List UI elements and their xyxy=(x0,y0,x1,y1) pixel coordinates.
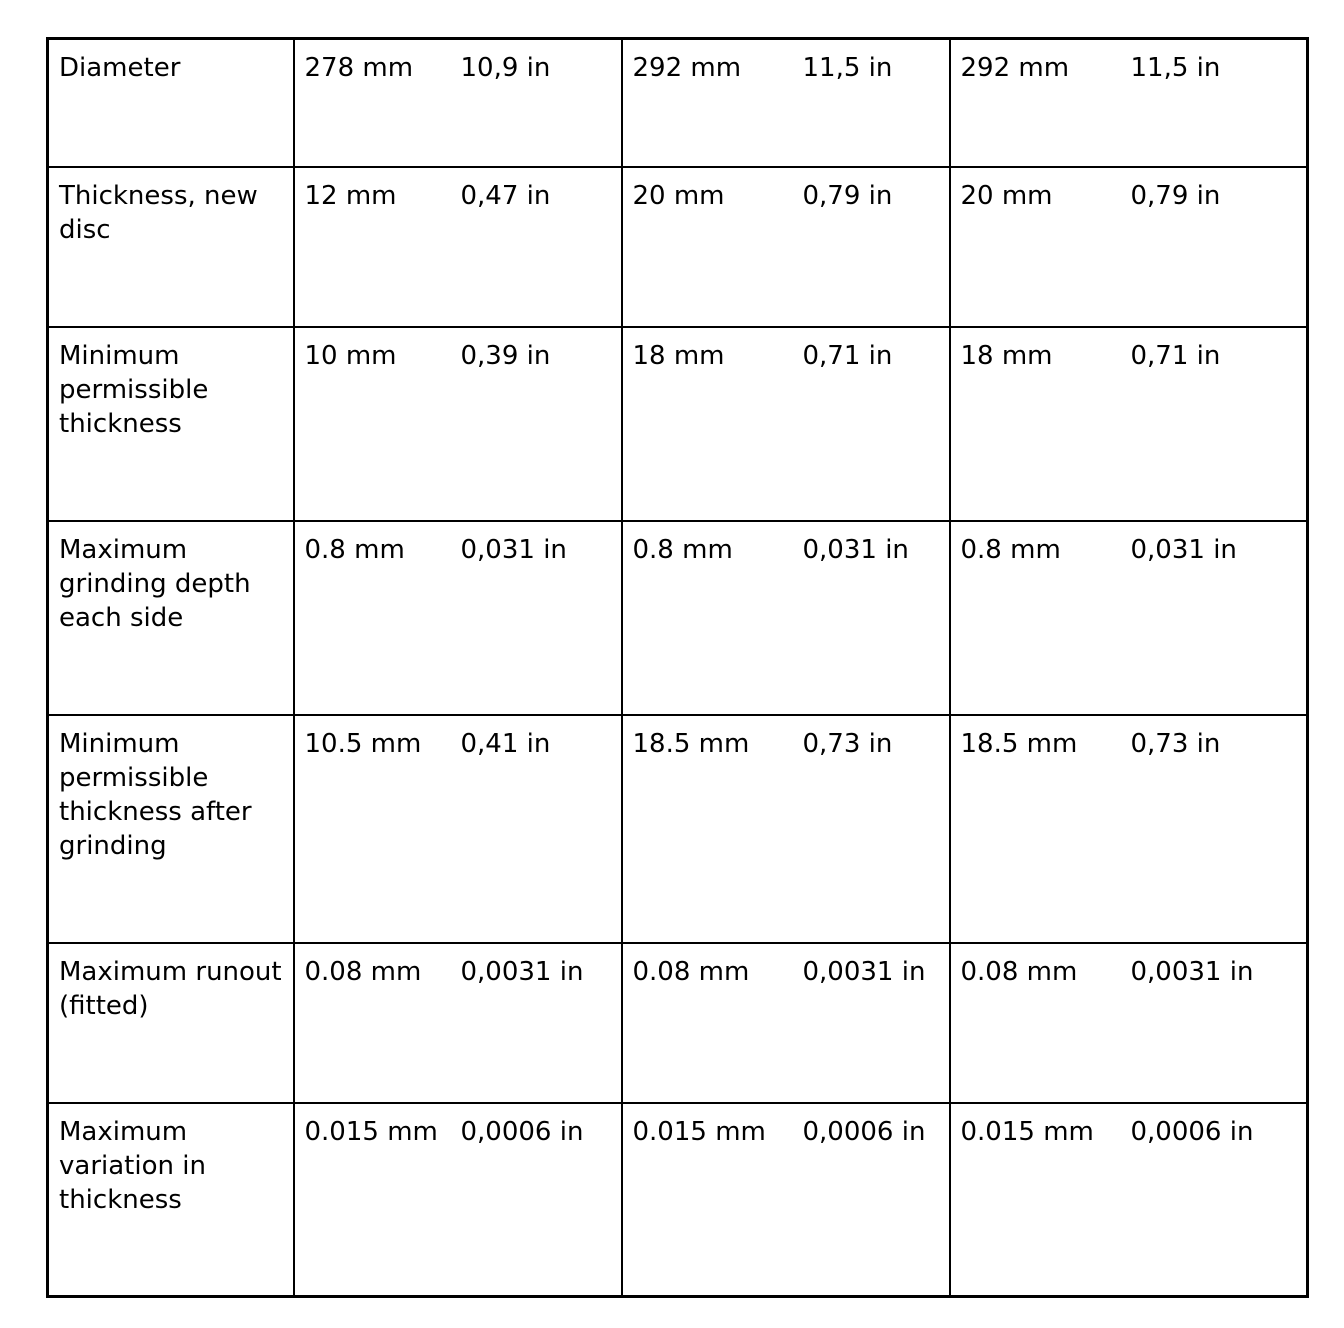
value-in-1: 0,0031 in xyxy=(451,943,622,1103)
value-in-1: 0,031 in xyxy=(451,521,622,715)
value-mm-1: 0.8 mm xyxy=(304,534,405,565)
value-mm-3: 20 mm xyxy=(960,180,1053,211)
value-mm-3: 18.5 mm xyxy=(960,728,1078,759)
value-in-1: 10,9 in xyxy=(451,39,622,167)
row-label: Minimum permissible thickness after grinding xyxy=(48,715,294,943)
value-mm-2: 18 mm xyxy=(632,340,725,371)
value-in-3: 0,71 in xyxy=(1130,340,1221,371)
row-label: Maximum variation in thickness xyxy=(48,1103,294,1297)
value-mm-2: 18.5 mm xyxy=(632,728,750,759)
value-mm-2: 292 mm xyxy=(632,53,742,83)
value-in-2: 0,71 in xyxy=(793,327,950,521)
value-in-3: 0,0006 in xyxy=(1130,1116,1254,1147)
value-in-3: 0,031 in xyxy=(1130,534,1237,565)
table-row-thickness-new xyxy=(48,167,1308,327)
value-mm-3: 0.8 mm xyxy=(960,534,1061,565)
table-row-diameter xyxy=(48,39,1308,167)
value-in-2: 0,0031 in xyxy=(793,943,950,1103)
value-mm-3: 292 mm xyxy=(960,53,1070,83)
table-row-thickness-variation xyxy=(48,1103,1308,1297)
value-mm-2: 20 mm xyxy=(632,180,725,211)
value-in-3: 11,5 in xyxy=(1130,53,1221,83)
value-mm-2: 0.08 mm xyxy=(632,956,750,987)
value-mm-2: 0.015 mm xyxy=(632,1116,766,1147)
value-mm-1: 0.08 mm xyxy=(304,956,422,987)
row-label: Diameter xyxy=(48,39,294,167)
table-row-maximum-runout xyxy=(48,943,1308,1103)
value-in-1: 0,0006 in xyxy=(451,1103,622,1297)
value-mm-1: 10.5 mm xyxy=(304,728,422,759)
value-in-2: 0,79 in xyxy=(793,167,950,327)
row-label: Maximum grinding depth each side xyxy=(48,521,294,715)
value-mm-3: 0.08 mm xyxy=(960,956,1078,987)
value-mm-1: 0.015 mm xyxy=(304,1116,438,1147)
value-in-3: 0,73 in xyxy=(1130,728,1221,759)
value-in-2: 11,5 in xyxy=(793,39,950,167)
value-mm-1: 10 mm xyxy=(304,340,397,371)
value-mm-2: 0.8 mm xyxy=(632,534,733,565)
brake-disc-spec-table xyxy=(46,37,1309,1298)
row-label: Thickness, new disc xyxy=(48,167,294,327)
value-in-2: 0,73 in xyxy=(793,715,950,943)
value-mm-3: 18 mm xyxy=(960,340,1053,371)
row-label: Minimum permissible thickness xyxy=(48,327,294,521)
value-mm-1: 12 mm xyxy=(304,180,397,211)
value-in-3: 0,0031 in xyxy=(1130,956,1254,987)
value-mm-3: 0.015 mm xyxy=(960,1116,1094,1147)
value-in-3: 0,79 in xyxy=(1130,180,1221,211)
value-in-1: 0,39 in xyxy=(451,327,622,521)
table-row-minimum-thickness xyxy=(48,327,1308,521)
table-row-grinding-depth xyxy=(48,521,1308,715)
row-label: Maximum runout (fitted) xyxy=(48,943,294,1103)
value-in-1: 0,47 in xyxy=(451,167,622,327)
value-in-2: 0,031 in xyxy=(793,521,950,715)
value-in-2: 0,0006 in xyxy=(793,1103,950,1297)
table-row-thickness-after-grinding xyxy=(48,715,1308,943)
value-in-1: 0,41 in xyxy=(451,715,622,943)
value-mm-1: 278 mm xyxy=(304,53,414,83)
